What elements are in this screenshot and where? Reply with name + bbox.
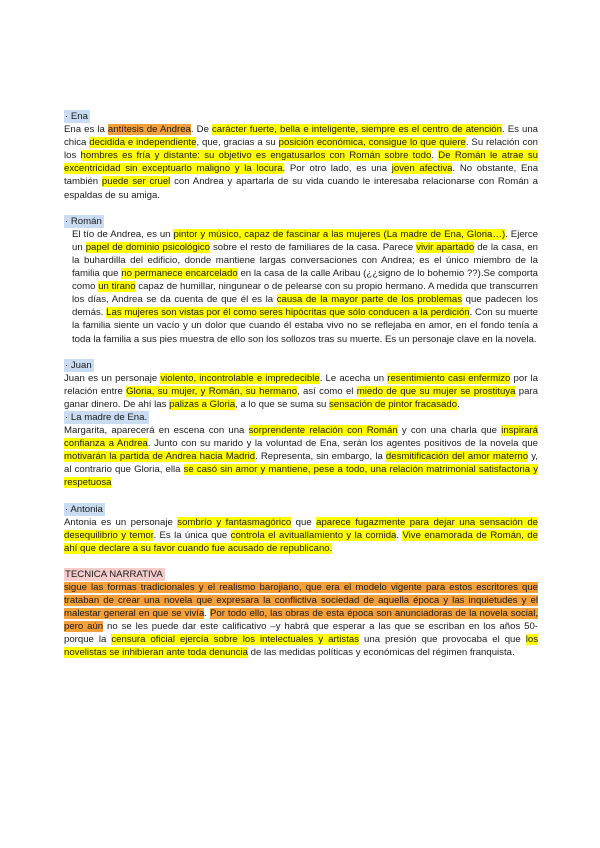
- body-text: .: [396, 529, 403, 541]
- highlighted-text: papel de dominio psicológico: [85, 241, 210, 253]
- section-heading: · Juan: [65, 359, 92, 371]
- body-text: en la casa de la calle Aribau (¿¿signo de lo bohemio ??).Se comporta como: [72, 268, 538, 293]
- body-text: para ganar dinero. De ahí las: [64, 385, 538, 410]
- highlighted-text: De Román le atrae su excentricidad sin exceptuarlo maligno y la locura: [64, 150, 538, 175]
- body-text: no se les puede dar este calificativo –y habrá que esperar a las que se escriban en los años 50- porque la: [64, 621, 539, 646]
- body-text: Antonia es un personaje: [64, 516, 178, 528]
- body-text: .: [204, 608, 210, 620]
- highlighted-text: antítesis de Andrea: [107, 124, 191, 136]
- body-text: con Andrea y apartarla de su vida cuando le interesaba relacionarse con Román a espaldas de su amiga.: [64, 176, 538, 201]
- body-text: Juan es un personaje: [64, 372, 161, 384]
- section-antonia: [64, 503, 538, 555]
- highlighted-text: posición económica, consigue lo que quiere: [278, 137, 466, 149]
- section-paragraph: [64, 424, 538, 489]
- section-heading: TECNICA NARRATIVA: [65, 568, 163, 580]
- highlighted-text: pintor y músico, capaz de fascinar a las mujeres (La madre de Ena, Gloria…): [173, 228, 506, 240]
- body-text: y con una charla que: [397, 425, 502, 437]
- section-paragraph: [64, 228, 538, 346]
- highlighted-text: un tirano: [98, 281, 136, 293]
- body-text: .: [457, 398, 460, 410]
- body-text: por la relación entre: [64, 372, 539, 397]
- highlighted-text: desmitificación del amor materno: [385, 451, 529, 463]
- body-text: , así como el: [297, 385, 357, 397]
- highlighted-text: sombrío y fantasmagórico: [177, 516, 292, 528]
- highlighted-text: sigue las formas tradicionales y el realismo barojiano, que era el modelo vigente para estos escritores que trataban de crear una novela que expresara la conflictiva sociedad de aquella época y las inquietudes y el malestar general en que se vivía: [64, 582, 538, 620]
- section-paragraph: [64, 581, 538, 660]
- body-text: de la casa, en la buhardilla del edificio, donde mantiene largas conversaciones con Andrea; es el único miembro de la familia que: [72, 241, 539, 280]
- body-text: . Es una chica: [64, 124, 538, 149]
- highlighted-text: se casó sin amor y mantiene, pese a todo, una relación matrimonial satisfactoria y respetuosa: [64, 464, 538, 489]
- body-text: Margarita, aparecerá en escena con una: [64, 425, 249, 437]
- body-text: que padecen los demás.: [72, 294, 538, 319]
- highlighted-text: Gloria, su mujer, y Román, su hermano: [126, 385, 298, 397]
- highlighted-text: carácter fuerte, bella e inteligente, siempre es el centro de atención: [211, 124, 502, 136]
- highlighted-text: resentimiento casi enfermizo: [387, 372, 511, 384]
- highlighted-text: censura oficial ejercía sobre los intelectuales y artistas: [111, 634, 360, 646]
- body-text: . No obstante, Ena también: [64, 163, 539, 188]
- body-text: sobre el resto de familiares de la casa. Parece: [209, 241, 417, 253]
- document-page: [64, 110, 538, 660]
- highlighted-text: palizas a Gloria: [169, 398, 236, 410]
- body-text: que: [291, 516, 317, 528]
- body-text: , a lo que se suma su: [235, 398, 330, 410]
- body-text: . Es la única que: [153, 529, 231, 541]
- body-text: . Su relación con los: [64, 137, 539, 162]
- section-paragraph: [64, 372, 538, 411]
- body-text: Ena es la: [64, 124, 108, 136]
- highlighted-text: violento, incontrolable e impredecible: [160, 372, 320, 384]
- body-text: . Representa, sin embargo, la: [255, 451, 386, 463]
- section-paragraph: [64, 123, 538, 202]
- highlighted-text: los novelistas se inhibieran ante toda denuncia: [64, 634, 538, 659]
- body-text: capaz de humillar, ningunear o de pelearse con su propio hermano. A medida que transcurren los días, Andrea se da cuenta de que él es la: [72, 281, 538, 306]
- section-paragraph: [64, 516, 538, 555]
- highlighted-text: aparece fugazmente para dejar una sensación de desequilibrio y temor: [64, 516, 538, 541]
- highlighted-text: Vive enamorada de Román, de ahí que declare a su favor cuando fue acusado de republicano.: [64, 529, 538, 554]
- body-text: .: [431, 150, 439, 162]
- body-text: . Con su muerte la familia siente un vacío y un dolor que cuando él estaba vivo no se reflejaba en amor, en el fondo tenía a toda la familia a sus pies muestra de ello son los sollozos tras su muerte. Es un personaje clave en la novela.: [72, 307, 538, 345]
- body-text: de las medidas políticas y económicas del régimen franquista.: [248, 647, 515, 659]
- highlighted-text: Las mujeres son vistas por él como seres hipócritas que sólo conducen a la perdición: [106, 307, 470, 319]
- highlighted-text: inspirará confianza a Andrea: [64, 425, 539, 450]
- highlighted-text: hombres es fría y distante: su objetivo es engatusarlos con Román sobre todo: [80, 150, 432, 162]
- highlighted-text: vivir apartado: [416, 241, 475, 253]
- body-text: . Le acecha un: [319, 372, 388, 384]
- body-text: . De: [190, 124, 212, 136]
- section-tecnica-narrativa: [64, 568, 538, 660]
- body-text: . Por otro lado, es una: [282, 163, 392, 175]
- section-juan: [64, 359, 538, 411]
- highlighted-text: causa de la mayor parte de los problemas: [276, 294, 463, 306]
- highlighted-text: decidida e independiente: [89, 137, 197, 149]
- highlighted-text: sorprendente relación con Román: [248, 425, 398, 437]
- highlighted-text: puede ser cruel: [101, 176, 171, 188]
- highlighted-text: controla el avituallamiento y la comida: [230, 529, 397, 541]
- body-text: , que, gracias a su: [196, 137, 279, 149]
- body-text: . Ejerce un: [72, 228, 539, 253]
- section-ena: [64, 110, 538, 202]
- section-madre-de-ena: [64, 411, 538, 490]
- section-heading: · Ena: [65, 111, 88, 122]
- highlighted-text: Por todo ello, las obras de esta época son anunciadoras de la novela social, pero aún: [64, 608, 539, 633]
- section-roman: [64, 215, 538, 346]
- body-text: El tío de Andrea, es un: [72, 228, 174, 240]
- section-heading: · Román: [65, 215, 102, 227]
- highlighted-text: motivarán la partida de Andrea hacia Madrid: [64, 451, 256, 463]
- body-text: una presión que provocaba el que: [359, 634, 526, 646]
- section-heading: · Antonia: [65, 503, 103, 515]
- highlighted-text: joven afectiva: [391, 163, 453, 175]
- body-text: . Junto con su marido y la voluntad de Ena, serán los agentes positivos de la novela que: [147, 438, 538, 450]
- body-text: y, al contrario que Gloria, ella: [64, 451, 538, 476]
- highlighted-text: sensación de pintor fracasado: [329, 398, 458, 410]
- section-heading: · La madre de Ena.: [65, 411, 148, 423]
- highlighted-text: no permanece encarcelado: [121, 268, 238, 280]
- highlighted-text: miedo de que su mujer se prostituya: [356, 385, 516, 397]
